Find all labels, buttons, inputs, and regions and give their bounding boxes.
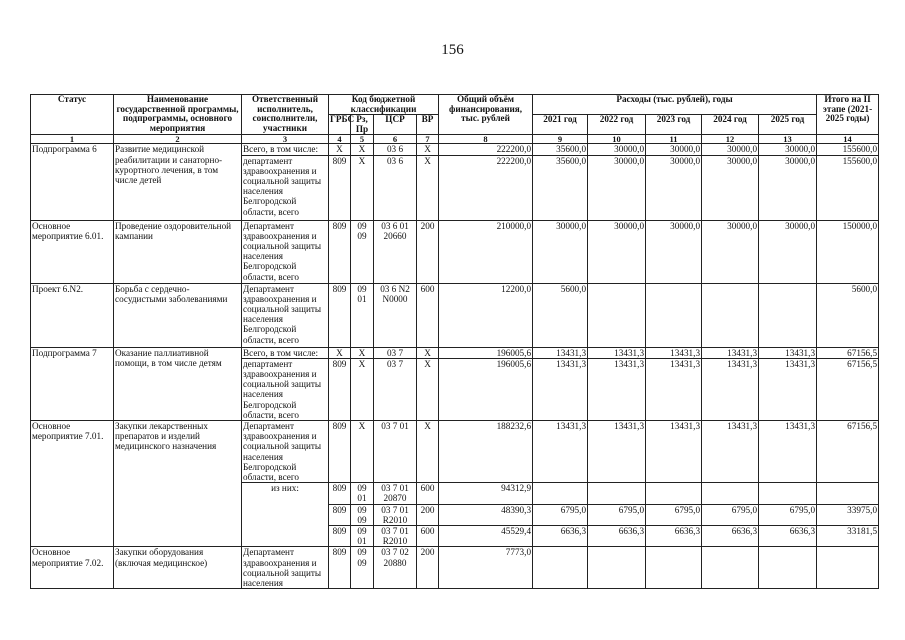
cell-vr: 200: [417, 504, 439, 525]
header-2024: 2024 год: [702, 115, 759, 135]
header-2021: 2021 год: [533, 115, 588, 135]
row-responsible: департамент здравоохранения и социальной защиты населения Белгородской области, всего: [242, 155, 329, 220]
cell-2025: 30000,0: [759, 144, 817, 155]
cell-rz: 09 01: [351, 483, 374, 504]
cell-2024: [702, 283, 759, 347]
cell-2023: 30000,0: [646, 144, 702, 155]
cell-2021: 35600,0: [533, 155, 588, 220]
cell-2022: [588, 283, 646, 347]
cell-2022: 13431,3: [588, 358, 646, 420]
cell-stage: [817, 483, 879, 504]
cell-2022: 6636,3: [588, 526, 646, 547]
row-status: Проект 6.N2.: [31, 283, 114, 347]
header-rz-pr: Рз, Пр: [351, 115, 374, 135]
row-of-them: из них:: [242, 483, 329, 547]
cell-vr: X: [417, 155, 439, 220]
cell-2022: 13431,3: [588, 421, 646, 483]
cell-2025: 6795,0: [759, 504, 817, 525]
cell-rz: 09 01: [351, 283, 374, 347]
cell-2025: [759, 547, 817, 589]
cell-2021: 13431,3: [533, 347, 588, 358]
cell-rz: X: [351, 421, 374, 483]
table-row: [31, 220, 879, 283]
cell-2025: [759, 283, 817, 347]
row-name: Проведение оздоровительной кампании: [114, 220, 242, 283]
table-row: [31, 347, 879, 358]
row-status: Основное мероприятие 6.01.: [31, 220, 114, 283]
row-name: Закупки оборудования (включая медицинское): [114, 547, 242, 589]
cell-csr: 03 7: [374, 358, 417, 420]
row-responsible: департамент здравоохранения и социальной защиты населения Белгородской области, всего: [242, 358, 329, 420]
cell-2021: [533, 547, 588, 589]
cell-grbs: 809: [329, 283, 351, 347]
col-num: 3: [242, 135, 329, 144]
cell-stage: 33975,0: [817, 504, 879, 525]
cell-stage: 67156,5: [817, 347, 879, 358]
col-num: 14: [817, 135, 879, 144]
row-name: Закупки лекарственных препаратов и изделий медицинского назначения: [114, 421, 242, 547]
cell-grbs: 809: [329, 483, 351, 504]
header-responsible: Ответственный исполнитель, соисполнители, участники: [242, 95, 329, 135]
cell-rz: 09 09: [351, 220, 374, 283]
header-name: Наименование государственной программы, подпрограммы, основного мероприятия: [114, 95, 242, 135]
page-number: 156: [441, 42, 464, 58]
table-row: [31, 421, 879, 483]
header-row-1: [31, 95, 879, 115]
cell-2023: [646, 283, 702, 347]
col-num: 7: [417, 135, 439, 144]
cell-2024: [702, 547, 759, 589]
cell-csr: 03 7 01 20870: [374, 483, 417, 504]
cell-2022: [588, 483, 646, 504]
col-num: 11: [646, 135, 702, 144]
cell-grbs: X: [329, 144, 351, 155]
col-num: 4: [329, 135, 351, 144]
cell-vr: X: [417, 347, 439, 358]
cell-total: 12200,0: [439, 283, 533, 347]
cell-2024: 13431,3: [702, 347, 759, 358]
cell-2021: 13431,3: [533, 358, 588, 420]
cell-grbs: 809: [329, 358, 351, 420]
cell-2021: 5600,0: [533, 283, 588, 347]
cell-grbs: 809: [329, 220, 351, 283]
cell-stage: [817, 547, 879, 589]
cell-total: 222200,0: [439, 144, 533, 155]
row-responsible: Всего, в том числе:: [242, 347, 329, 358]
col-num: 1: [31, 135, 114, 144]
cell-grbs: 809: [329, 547, 351, 589]
cell-2024: [702, 483, 759, 504]
col-num: 10: [588, 135, 646, 144]
row-status: Подпрограмма 6: [31, 144, 114, 220]
cell-rz: 09 01: [351, 526, 374, 547]
cell-2021: 35600,0: [533, 144, 588, 155]
cell-grbs: 809: [329, 421, 351, 483]
cell-vr: X: [417, 421, 439, 483]
cell-2023: 13431,3: [646, 358, 702, 420]
row-responsible: Департамент здравоохранения и социальной защиты населения Белгородской области, всего: [242, 283, 329, 347]
cell-grbs: 809: [329, 155, 351, 220]
cell-2025: 30000,0: [759, 220, 817, 283]
cell-csr: 03 7 01 R2010: [374, 526, 417, 547]
cell-total: 7773,0: [439, 547, 533, 589]
header-status: Статус: [31, 95, 114, 135]
cell-rz: X: [351, 144, 374, 155]
header-stage-total: Итого на II этапе (2021-2025 годы): [817, 95, 879, 135]
cell-vr: 600: [417, 483, 439, 504]
cell-stage: 33181,5: [817, 526, 879, 547]
cell-2021: 6795,0: [533, 504, 588, 525]
cell-2023: 30000,0: [646, 155, 702, 220]
cell-2021: 30000,0: [533, 220, 588, 283]
cell-2021: 13431,3: [533, 421, 588, 483]
cell-2023: [646, 483, 702, 504]
cell-2022: 30000,0: [588, 155, 646, 220]
cell-2023: 13431,3: [646, 347, 702, 358]
header-2023: 2023 год: [646, 115, 702, 135]
cell-total: 94312,9: [439, 483, 533, 504]
cell-2024: 13431,3: [702, 421, 759, 483]
cell-2024: 30000,0: [702, 155, 759, 220]
cell-stage: 155600,0: [817, 155, 879, 220]
cell-stage: 155600,0: [817, 144, 879, 155]
header-expenses: Расходы (тыс. рублей), годы: [533, 95, 817, 115]
cell-csr: 03 7 01 R2010: [374, 504, 417, 525]
cell-csr: 03 7: [374, 347, 417, 358]
header-2022: 2022 год: [588, 115, 646, 135]
col-num: 6: [374, 135, 417, 144]
row-responsible: Департамент здравоохранения и социальной защиты населения Белгородской области, всего: [242, 220, 329, 283]
cell-2025: 30000,0: [759, 155, 817, 220]
row-responsible: Департамент здравоохранения и социальной защиты населения Белгородской области, всего: [242, 421, 329, 483]
cell-2024: 30000,0: [702, 144, 759, 155]
header-csr: ЦСР: [374, 115, 417, 135]
cell-2024: 6795,0: [702, 504, 759, 525]
row-status: Подпрограмма 7: [31, 347, 114, 420]
cell-2025: 13431,3: [759, 421, 817, 483]
col-num: 8: [439, 135, 533, 144]
row-name: Развитие медицинской реабилитации и санаторно-курортного лечения, в том числе детей: [114, 144, 242, 220]
cell-2022: 6795,0: [588, 504, 646, 525]
cell-2025: 6636,3: [759, 526, 817, 547]
cell-2022: 30000,0: [588, 220, 646, 283]
cell-2025: [759, 483, 817, 504]
col-num: 9: [533, 135, 588, 144]
cell-2022: 13431,3: [588, 347, 646, 358]
row-responsible: Всего, в том числе:: [242, 144, 329, 155]
cell-vr: 600: [417, 283, 439, 347]
cell-csr: 03 6 01 20660: [374, 220, 417, 283]
cell-2024: 30000,0: [702, 220, 759, 283]
cell-stage: 150000,0: [817, 220, 879, 283]
cell-total: 188232,6: [439, 421, 533, 483]
cell-total: 45529,4: [439, 526, 533, 547]
header-grbs: ГРБС: [329, 115, 351, 135]
cell-vr: 600: [417, 526, 439, 547]
cell-2022: 30000,0: [588, 144, 646, 155]
cell-total: 196005,6: [439, 347, 533, 358]
cell-rz: X: [351, 155, 374, 220]
cell-2023: [646, 547, 702, 589]
row-name: Оказание паллиативной помощи, в том числе детям: [114, 347, 242, 420]
row-status: Основное мероприятие 7.01.: [31, 421, 114, 547]
cell-2022: [588, 547, 646, 589]
header-budget-code: Код бюджетной классификации: [329, 95, 439, 115]
col-num: 12: [702, 135, 759, 144]
cell-grbs: 809: [329, 526, 351, 547]
cell-2021: [533, 483, 588, 504]
cell-rz: X: [351, 358, 374, 420]
header-vr: ВР: [417, 115, 439, 135]
table-row: [31, 144, 879, 155]
cell-2024: 13431,3: [702, 358, 759, 420]
cell-2023: 13431,3: [646, 421, 702, 483]
cell-2021: 6636,3: [533, 526, 588, 547]
cell-stage: 67156,5: [817, 421, 879, 483]
col-num: 2: [114, 135, 242, 144]
header-2025: 2025 год: [759, 115, 817, 135]
cell-total: 196005,6: [439, 358, 533, 420]
table-row: [31, 283, 879, 347]
cell-2023: 6795,0: [646, 504, 702, 525]
cell-rz: X: [351, 347, 374, 358]
row-name: Борьба с сердечно-сосудистыми заболеваниями: [114, 283, 242, 347]
column-numbers-row: [31, 135, 879, 144]
cell-2023: 30000,0: [646, 220, 702, 283]
cell-csr: 03 7 02 20880: [374, 547, 417, 589]
cell-total: 222200,0: [439, 155, 533, 220]
cell-csr: 03 6 N2 N0000: [374, 283, 417, 347]
cell-vr: X: [417, 358, 439, 420]
row-status: Основное мероприятие 7.02.: [31, 547, 114, 589]
cell-2024: 6636,3: [702, 526, 759, 547]
cell-rz: 09 09: [351, 547, 374, 589]
cell-stage: 67156,5: [817, 358, 879, 420]
cell-total: 210000,0: [439, 220, 533, 283]
cell-vr: 200: [417, 547, 439, 589]
cell-csr: 03 7 01: [374, 421, 417, 483]
cell-2025: 13431,3: [759, 358, 817, 420]
budget-table: [30, 94, 879, 589]
cell-stage: 5600,0: [817, 283, 879, 347]
cell-grbs: 809: [329, 504, 351, 525]
cell-total: 48390,3: [439, 504, 533, 525]
cell-2025: 13431,3: [759, 347, 817, 358]
cell-vr: X: [417, 144, 439, 155]
cell-csr: 03 6: [374, 144, 417, 155]
col-num: 13: [759, 135, 817, 144]
cell-vr: 200: [417, 220, 439, 283]
cell-2023: 6636,3: [646, 526, 702, 547]
cell-rz: 09 09: [351, 504, 374, 525]
row-responsible: Департамент здравоохранения и социальной защиты населения: [242, 547, 329, 589]
col-num: 5: [351, 135, 374, 144]
cell-grbs: X: [329, 347, 351, 358]
cell-csr: 03 6: [374, 155, 417, 220]
header-total: Общий объём финансирования, тыс. рублей: [439, 95, 533, 135]
table-row: [31, 547, 879, 589]
